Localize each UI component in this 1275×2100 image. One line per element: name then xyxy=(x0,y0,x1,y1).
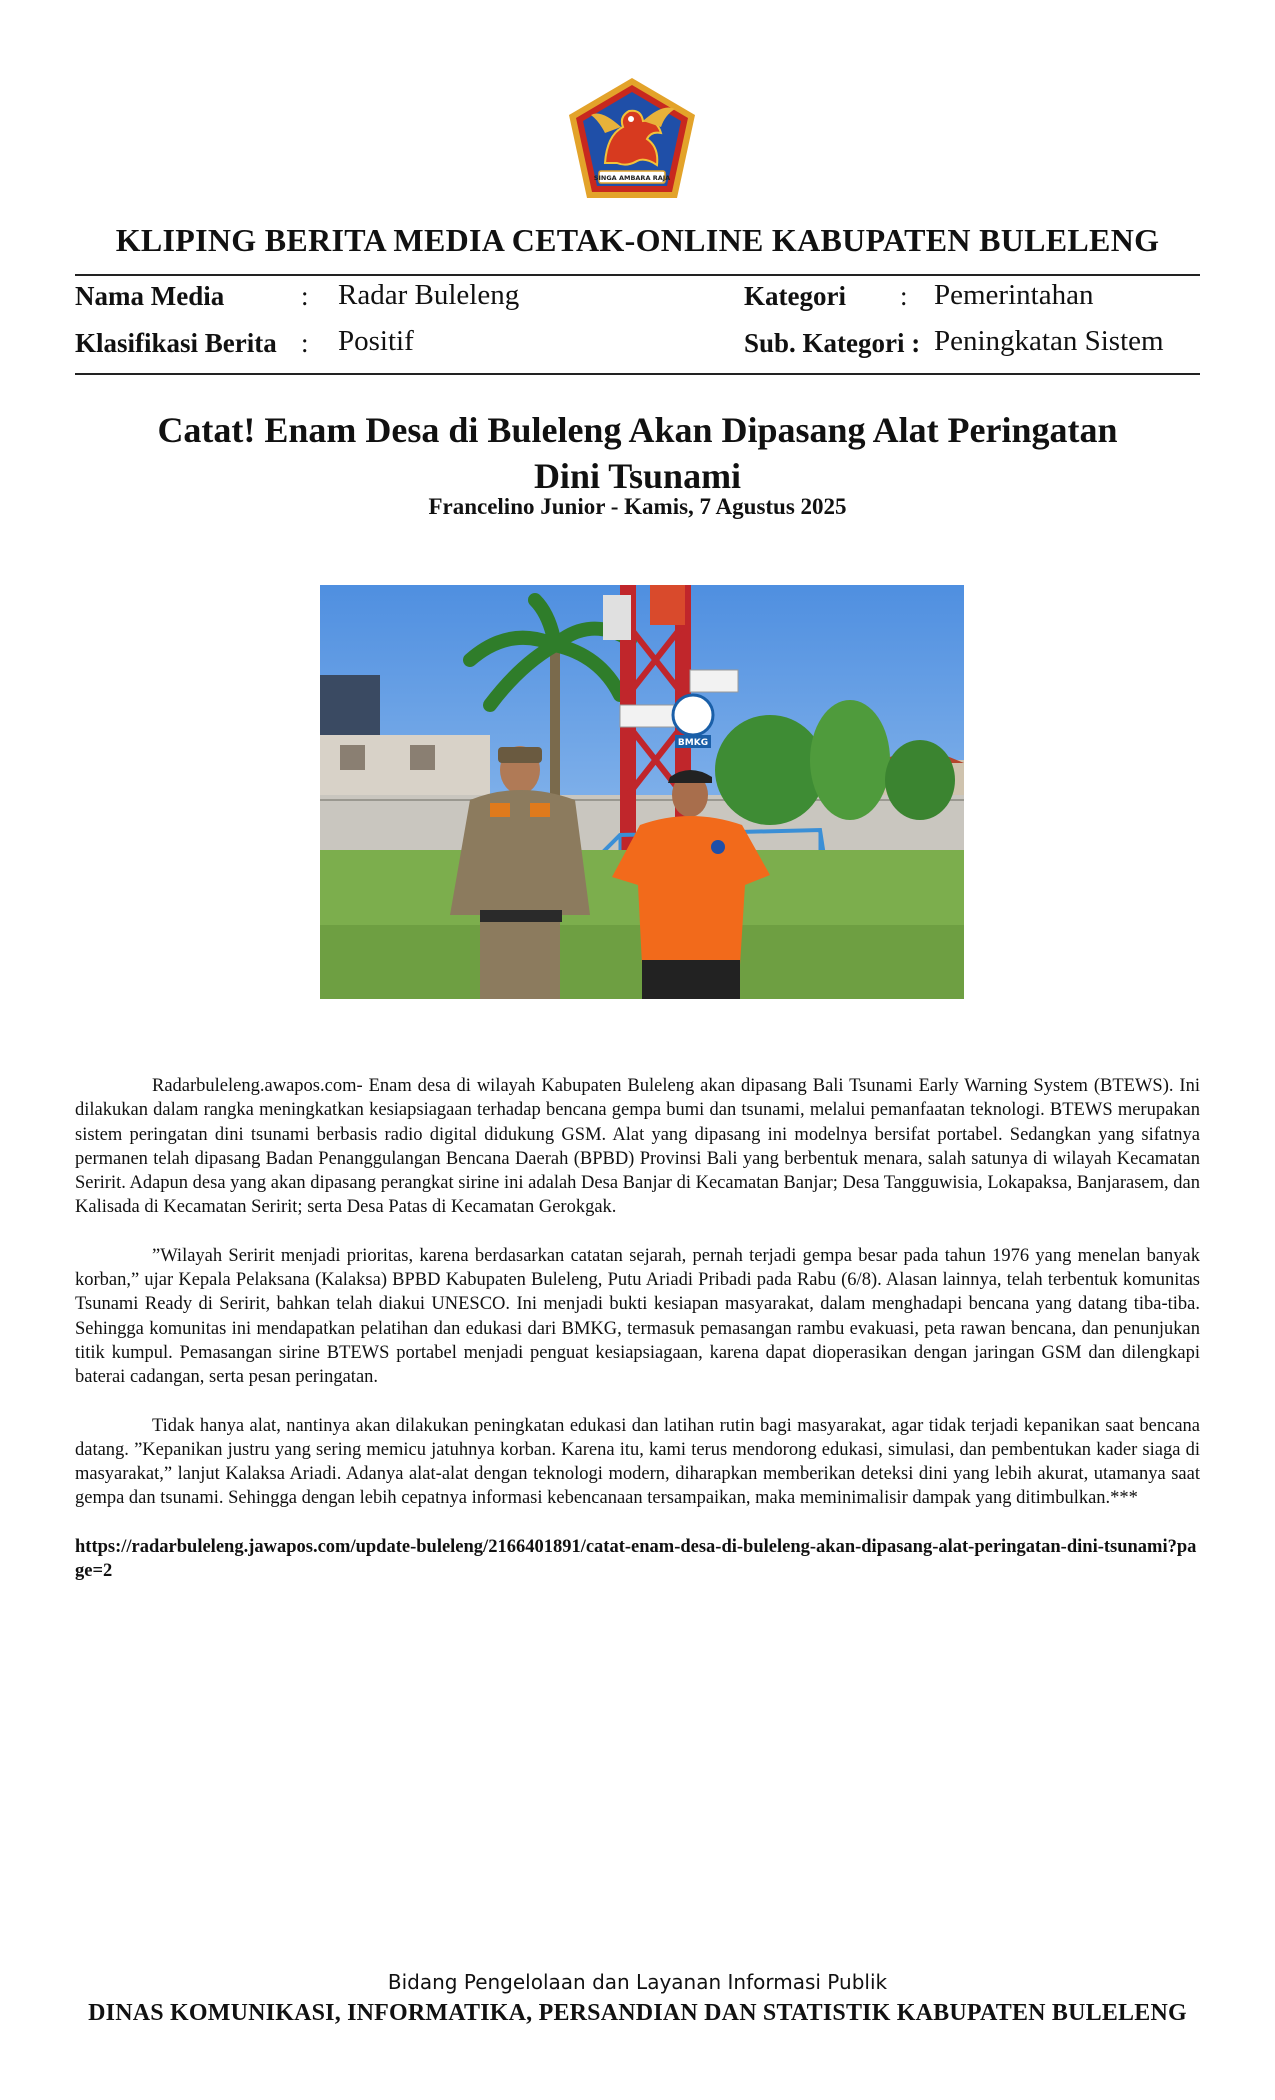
kategori-label: Kategori xyxy=(744,281,846,311)
article-paragraph-3: Tidak hanya alat, nantinya akan dilakukan peningkatan edukasi dan latihan rutin bagi masyarakat, agar tidak terjadi kepanikan saat bencana datang. ”Kepanikan justru yang sering memicu jatuhnya korban. Karena itu, kami terus mendorong edukasi, simulasi, dan pembentukan kader siaga di masyarakat,” lanjut Kalaksa Ariadi. Adanya alat-alat dengan teknologi modern, diharapkan memberikan deteksi dini yang lebih akurat, utamanya saat gempa dan tsunami. Sehingga dengan lebih cepatnya informasi kebencanaan tersampaikan, maka meminimalisir dampak yang ditimbulkan.*** xyxy=(75,1415,1200,1509)
article-photo xyxy=(320,585,964,999)
article-body xyxy=(75,1074,1200,1607)
kategori-value: Pemerintahan xyxy=(934,279,1094,311)
meta-divider xyxy=(75,373,1200,375)
klasifikasi-colon: : xyxy=(301,328,309,358)
footer-agency: DINAS KOMUNIKASI, INFORMATIKA, PERSANDIAN DAN STATISTIK KABUPATEN BULELENG xyxy=(88,2000,1187,2026)
document-title: KLIPING BERITA MEDIA CETAK-ONLINE KABUPATEN BULELENG xyxy=(115,222,1160,258)
article-paragraph-1: Radarbuleleng.awapos.com- Enam desa di wilayah Kabupaten Buleleng akan dipasang Bali Tsunami Early Warning System (BTEWS). Ini dilakukan dalam rangka meningkatkan kesiapsiagaan terhadap bencana gempa bumi dan tsunami, melalui pemanfaatan teknologi. BTEWS merupakan sistem peringatan dini tsunami berbasis radio digital didukung GSM. Alat yang dipasang ini modelnya bersifat portabel. Sedangkan yang sifatnya permanen telah dipasang Badan Penanggulangan Bencana Daerah (BPBD) Provinsi Bali yang berbentuk menara, salah satunya di wilayah Kecamatan Seririt. Adapun desa yang akan dipasang perangkat sirine ini adalah Desa Banjar di Kecamatan Banjar; Desa Tangguwisia, Lokapaksa, Banjarasem, dan Kalisada di Kecamatan Seririt; serta Desa Patas di Kecamatan Gerokgak. xyxy=(75,1076,1200,1218)
bmkg-sign-text: BMKG xyxy=(677,738,709,748)
kategori-colon: : xyxy=(900,281,908,311)
klasifikasi-value: Positif xyxy=(338,325,414,357)
logo-motto: SINGA AMBARA RAJA xyxy=(593,174,671,182)
article-byline: Francelino Junior - Kamis, 7 Agustus 2025 xyxy=(428,494,847,519)
media-colon: : xyxy=(301,281,309,311)
source-url-link[interactable]: https://radarbuleleng.jawapos.com/update-buleleng/2166401891/catat-enam-desa-di-buleleng-akan-dipasang-alat-peringatan-dini-tsunami?page=2 xyxy=(75,1536,1197,1582)
article-headline: Catat! Enam Desa di Buleleng Akan Dipasang Alat Peringatan Dini Tsunami xyxy=(157,410,1118,496)
subkategori-value: Peningkatan Sistem xyxy=(934,325,1164,357)
klasifikasi-label: Klasifikasi Berita xyxy=(75,328,277,358)
top-divider xyxy=(75,274,1200,276)
buleleng-regency-emblem-icon xyxy=(565,75,699,201)
footer-division: Bidang Pengelolaan dan Layanan Informasi Publik xyxy=(387,1970,888,1994)
media-label: Nama Media xyxy=(75,281,225,311)
article-paragraph-2: ”Wilayah Seririt menjadi prioritas, karena berdasarkan catatan sejarah, pernah terjadi gempa besar pada tahun 1976 yang menelan banyak korban,” ujar Kepala Pelaksana (Kalaksa) BPBD Kabupaten Buleleng, Putu Ariadi Pribadi pada Rabu (6/8). Alasan lainnya, telah terbentuk komunitas Tsunami Ready di Seririt, bahkan telah diakui UNESCO. Ini menjadi bukti kesiapan masyarakat, dalam menghadapi bencana yang datang tiba-tiba. Sehingga komunitas ini mendapatkan pelatihan dan edukasi dari BMKG, termasuk pemasangan rambu evakuasi, peta rawan bencana, dan penunjukan titik kumpul. Pemasangan sirine BTEWS portabel menjadi penguat kesiapsiagaan, karena dapat dioperasikan dengan jaringan GSM dan dilengkapi baterai cadangan, serta pesan peringatan. xyxy=(75,1245,1200,1388)
media-value: Radar Buleleng xyxy=(338,279,520,311)
subkategori-label: Sub. Kategori : xyxy=(744,328,921,358)
